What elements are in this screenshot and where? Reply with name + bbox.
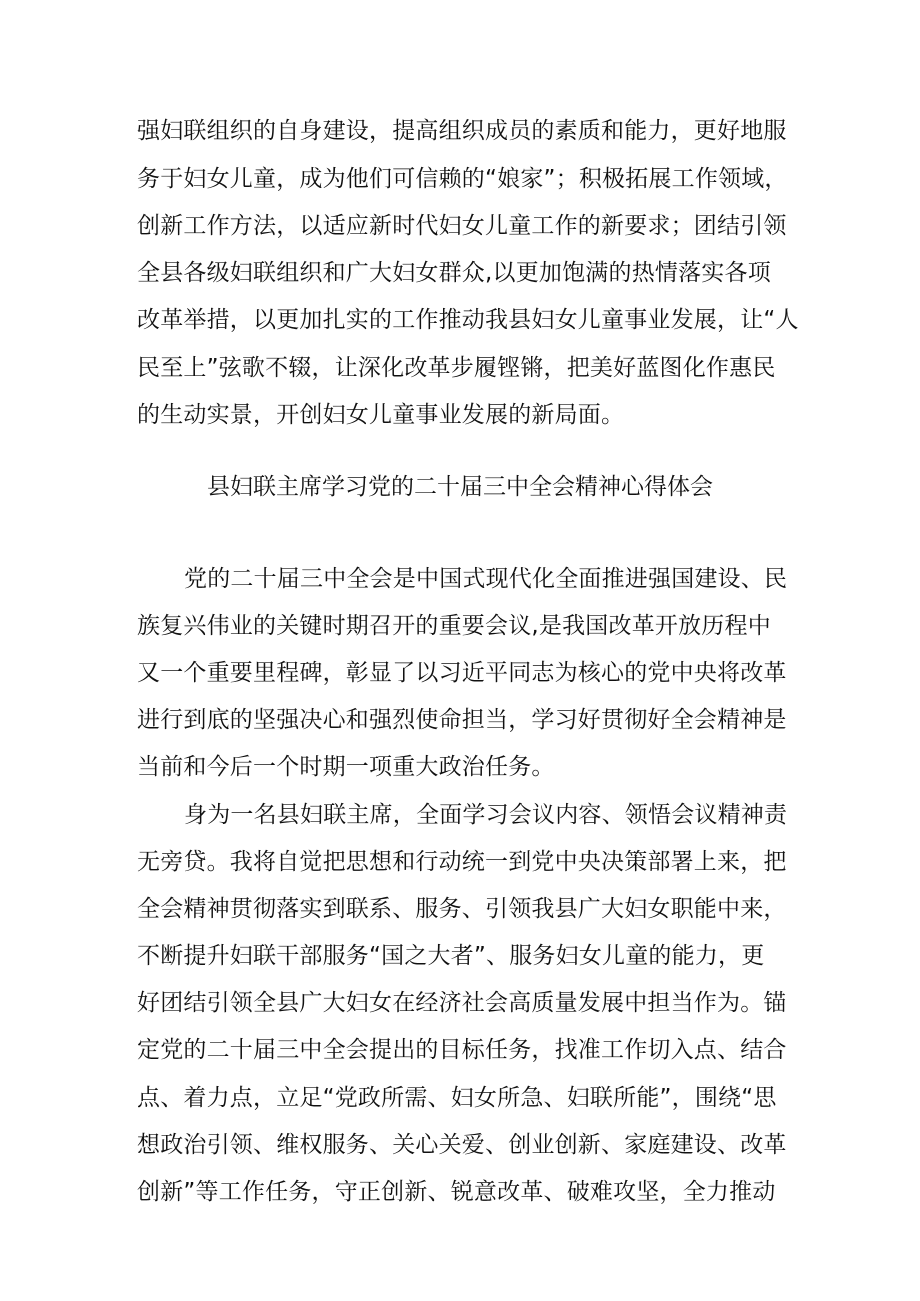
text-line: 民至上”弦歌不辍，让深化改革步履铿锵，把美好蓝图化作惠民: [137, 355, 776, 381]
text-line: 族复兴伟业的关键时期召开的重要会议,是我国改革开放历程中: [137, 613, 771, 639]
text-line: 当前和今后一个时期一项重大政治任务。: [137, 754, 555, 780]
text-line: 改革举措，以更加扎实的工作推动我县妇女儿童事业发展，让“人: [137, 307, 799, 333]
text-line: 进行到底的坚强决心和强烈使命担当，学习好贯彻好全会精神是: [137, 707, 787, 733]
text-line: 点、着力点，立足“党政所需、妇女所急、妇联所能”，围绕“思: [137, 1085, 777, 1111]
text-line: 创新”等工作任务，守正创新、锐意改革、破难攻坚，全力推动: [137, 1179, 776, 1205]
text-line: 不断提升妇联干部服务“国之大者”、服务妇女儿童的能力，更: [137, 943, 765, 969]
text-line: 好团结引领全县广大妇女在经济社会高质量发展中担当作为。锚: [137, 990, 787, 1016]
text-line: 定党的二十届三中全会提出的目标任务，找准工作切入点、结合: [137, 1037, 787, 1063]
text-line: 的生动实景，开创妇女儿童事业发展的新局面。: [137, 402, 625, 428]
text-line: 又一个重要里程碑，彰显了以习近平同志为核心的党中央将改革: [137, 660, 787, 686]
text-line: 务于妇女儿童，成为他们可信赖的“娘家”；积极拓展工作领域，: [137, 166, 788, 192]
text-line: 无旁贷。我将自觉把思想和行动统一到党中央决策部署上来，把: [137, 849, 787, 875]
article-title: 县妇联主席学习党的二十届三中全会精神心得体会: [207, 474, 713, 500]
text-line: 党的二十届三中全会是中国式现代化全面推进强国建设、民: [184, 566, 788, 592]
text-line: 身为一名县妇联主席，全面学习会议内容、领悟会议精神责: [184, 802, 788, 828]
text-line: 全县各级妇联组织和广大妇女群众,以更加饱满的热情落实各项: [137, 260, 771, 286]
text-line: 全会精神贯彻落实到联系、服务、引领我县广大妇女职能中来，: [137, 896, 787, 922]
text-line: 创新工作方法，以适应新时代妇女儿童工作的新要求；团结引领: [137, 213, 787, 239]
text-line: 强妇联组织的自身建设，提高组织成员的素质和能力，更好地服: [137, 118, 787, 144]
text-line: 想政治引领、维权服务、关心关爱、创业创新、家庭建设、改革: [137, 1132, 787, 1158]
